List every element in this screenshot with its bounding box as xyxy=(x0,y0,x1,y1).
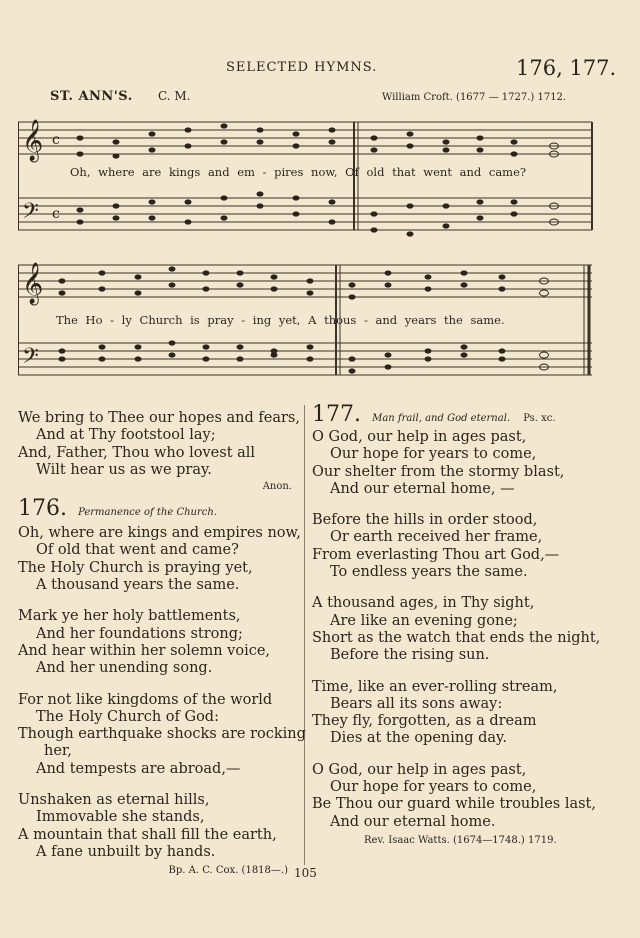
verse-line: O God, our help in ages past, xyxy=(312,429,527,445)
verse-line: Our shelter from the stormy blast, xyxy=(312,463,565,480)
verse-line: Short as the watch that ends the night, xyxy=(312,629,601,646)
verse-line: Before the rising sun. xyxy=(330,647,490,664)
verse-line: Be Thou our guard while troubles last, xyxy=(312,796,596,813)
verse-line: Bears all its sons away: xyxy=(330,695,503,712)
verse-line: Unshaken as eternal hills, xyxy=(18,792,210,809)
verse-line: The Holy Church of God: xyxy=(36,708,219,725)
verse-line: And her unending song. xyxy=(36,660,213,677)
verse-line: We bring to Thee our hopes and fears, xyxy=(18,410,300,426)
verse-line: For not like kingdoms of the world xyxy=(18,691,273,708)
hymn-177-author: Rev. Isaac Watts. (1674—1748.) 1719. xyxy=(364,834,557,846)
verse-line: A thousand ages, in Thy sight, xyxy=(312,595,535,612)
svg-text:𝄢: 𝄢 xyxy=(22,199,39,229)
hymn-177-verse-1 xyxy=(312,429,608,498)
verse-line: Our hope for years to come, xyxy=(330,779,537,796)
verse-line: Before the hills in order stood, xyxy=(312,512,538,529)
tune-name: ST. ANN'S. xyxy=(50,89,133,104)
hymn-177-verse-2 xyxy=(312,512,608,581)
hymn-177-verse-3 xyxy=(312,595,608,664)
verse-line: Wilt hear us as we pray. xyxy=(36,461,212,478)
verse-line: A thousand years the same. xyxy=(36,577,240,594)
verse-line: her, xyxy=(44,743,72,760)
svg-text:c: c xyxy=(52,206,60,222)
hymn-177-verse-4 xyxy=(312,679,608,748)
svg-text:𝄢: 𝄢 xyxy=(22,344,39,374)
music-lyric-line-2: The Ho - ly Church is pray - ing yet, A thous - and years the same. xyxy=(56,313,505,327)
hymn-177-title: Man frail, and God eternal. xyxy=(372,413,511,424)
hymn-176-verse-4 xyxy=(18,792,310,861)
page-number: 105 xyxy=(294,866,317,880)
verse-line: They fly, forgotten, as a dream xyxy=(312,713,537,730)
verse-line: From everlasting Thou art God,— xyxy=(312,546,560,563)
page-header-hymn-numbers: 176, 177. xyxy=(516,56,617,80)
verse-line: The Holy Church is praying yet, xyxy=(18,559,253,576)
verse-line: To endless years the same. xyxy=(330,564,528,581)
hymn-176-author: Bp. A. C. Cox. (1818—.) xyxy=(168,865,288,877)
verse-line: Time, like an ever-rolling stream, xyxy=(312,678,558,695)
svg-text:𝄞: 𝄞 xyxy=(22,120,44,161)
verse-line: And tempests are abroad,— xyxy=(36,760,241,777)
hymn-176-verse-1 xyxy=(18,525,310,594)
hymn-176-title: Permanence of the Church. xyxy=(78,507,217,519)
svg-text:𝄞: 𝄞 xyxy=(22,263,44,304)
verse-line: And hear within her solemn voice, xyxy=(18,642,271,659)
verse-line: O God, our help in ages past, xyxy=(312,761,527,778)
verse-line: And, Father, Thou who lovest all xyxy=(18,444,256,461)
verse-line: Our hope for years to come, xyxy=(330,446,537,463)
verse-line: Or earth received her frame, xyxy=(330,529,543,546)
hymn-177-scripture-ref: Ps. xc. xyxy=(523,413,556,424)
svg-text:c: c xyxy=(52,132,60,148)
verse-line: A mountain that shall fill the earth, xyxy=(18,826,277,843)
tune-meter: C. M. xyxy=(158,89,191,103)
verse-line: Oh, where are kings and empires now, xyxy=(18,525,301,542)
hymn-177-number: 177. xyxy=(312,402,361,427)
verse-line: Dies at the opening day. xyxy=(330,730,507,747)
verse-line: And our eternal home. xyxy=(330,813,496,830)
left-column xyxy=(18,410,310,876)
hymn-177-verse-5 xyxy=(312,762,608,831)
carry-over-verse xyxy=(18,410,310,479)
page-header-title: SELECTED HYMNS. xyxy=(226,60,378,75)
verse-line: And our eternal home, — xyxy=(330,480,515,497)
carry-verse-author: Anon. xyxy=(262,481,292,493)
composer-credit: William Croft. (1677 — 1727.) 1712. xyxy=(382,92,567,103)
verse-line: And her foundations strong; xyxy=(36,625,243,642)
hymn-176-number: 176. xyxy=(18,496,67,522)
verse-line: Are like an evening gone; xyxy=(330,612,518,629)
verse-line: Of old that went and came? xyxy=(36,542,239,559)
music-lyric-line-1: Oh, where are kings and em - pires now, Of old that went and came? xyxy=(70,165,527,179)
verse-line: Immovable she stands, xyxy=(36,809,205,826)
verse-line: Though earthquake shocks are rocking xyxy=(18,726,306,743)
verse-line: And at Thy footstool lay; xyxy=(36,427,216,444)
verse-line: A fane unbuilt by hands. xyxy=(36,843,216,860)
music-system-1 xyxy=(18,112,598,257)
right-column xyxy=(312,402,608,846)
verse-line: Mark ye her holy battlements, xyxy=(18,608,241,625)
hymn-176-verse-3 xyxy=(18,692,310,778)
hymn-176-verse-2 xyxy=(18,608,310,677)
